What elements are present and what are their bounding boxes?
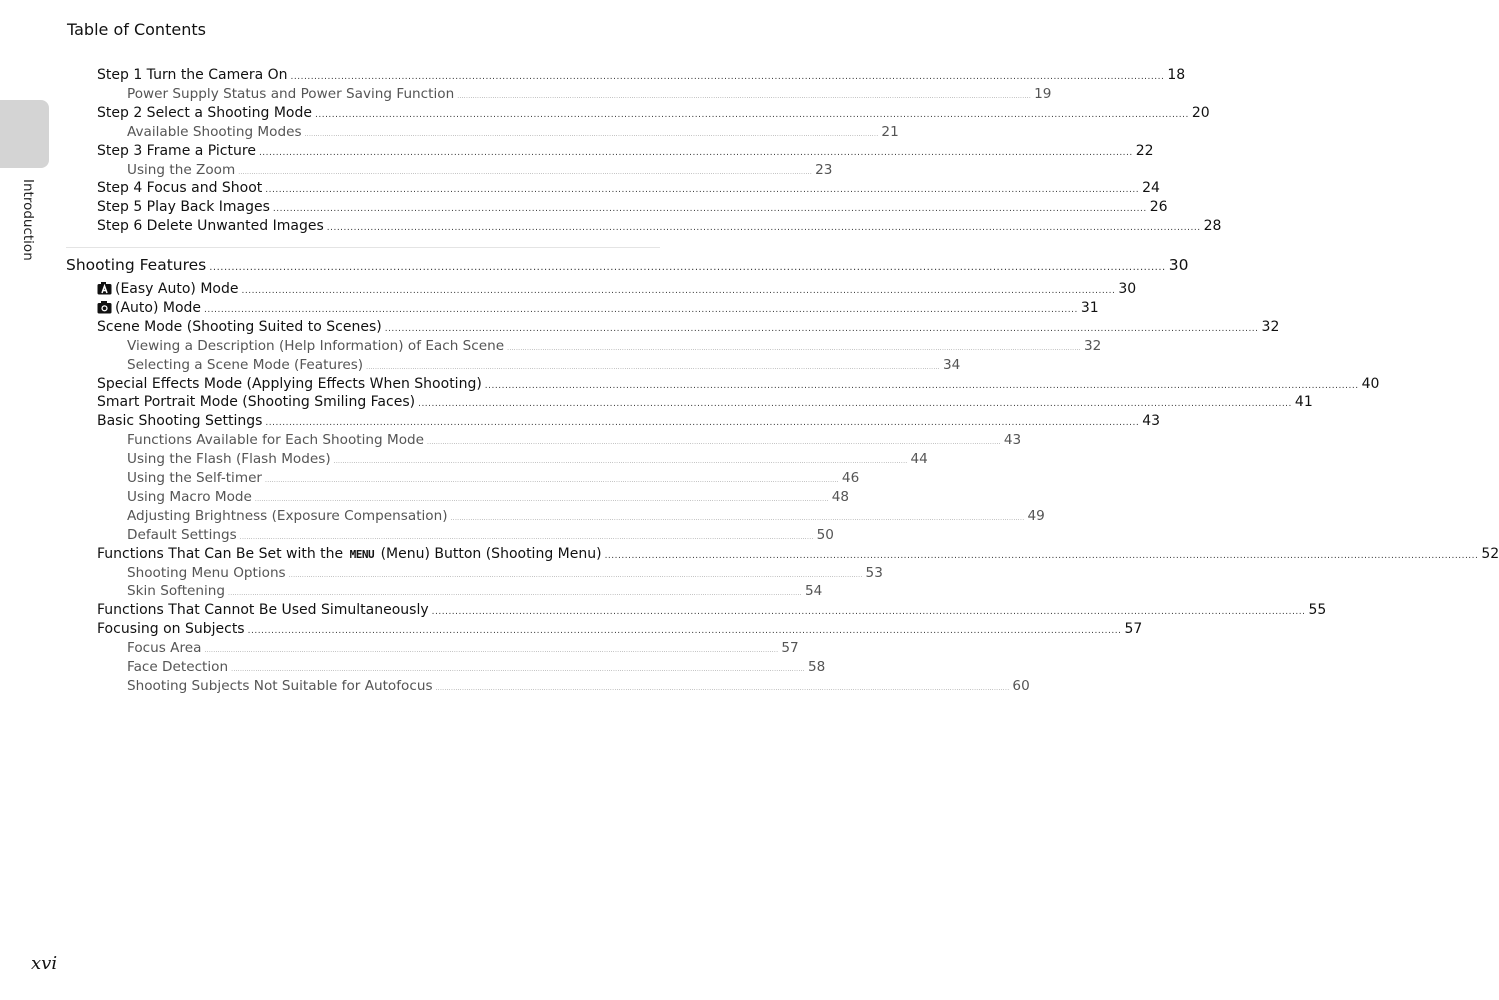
dot-leader: .................................................................................................................................................................................................................................................................... [418, 399, 1292, 410]
toc-entry-page: 20 [1191, 104, 1210, 121]
page-number: xvi [31, 953, 58, 974]
toc-section-heading[interactable] [66, 256, 1189, 274]
toc-subentry[interactable] [127, 583, 823, 600]
section-divider [66, 247, 660, 248]
toc-entry-page: 26 [1149, 199, 1168, 216]
toc-entry-title: Using the Self-timer [127, 470, 263, 486]
toc-entry-title: Default Settings [127, 526, 237, 543]
toc-entry-title: Skin Softening [127, 583, 226, 600]
toc-subentry[interactable] [127, 507, 1045, 524]
toc-entry-title: Step 4 Focus and Shoot [97, 180, 263, 197]
toc-entry-page: 49 [1027, 507, 1045, 524]
dot-leader: .................................................................................................................................................................................................................................................................... [604, 550, 1479, 561]
toc-entry-page: 43 [1003, 432, 1022, 449]
dot-leader: .................................................................................................................................................................................................................................................................... [431, 607, 1306, 618]
toc-entry-page: 57 [1124, 621, 1143, 638]
toc-entry-page: 30 [1118, 281, 1137, 297]
toc-entry[interactable] [97, 602, 1327, 619]
toc-entry-title: Using Macro Mode [127, 488, 252, 505]
toc-entry-page: 34 [943, 356, 961, 373]
toc-entry-page: 46 [841, 470, 860, 486]
dot-leader: .................................................................................................................................................................................................................................................................... [247, 626, 1122, 637]
toc-subentry[interactable] [127, 659, 826, 675]
toc-entry-page: 32 [1261, 318, 1280, 335]
toc-entry-page: 41 [1294, 394, 1313, 411]
toc-entry[interactable] [97, 299, 1099, 318]
toc-subentry[interactable] [127, 85, 1052, 102]
toc-subentry[interactable] [127, 640, 799, 657]
dot-leader: .................................................................................................................................................................................................................................................................... [326, 223, 1201, 234]
dot-leader: .................................................................................................................................................................................................................................................................... [333, 458, 908, 466]
toc-entry-title: Step 1 Turn the Camera On [97, 67, 288, 83]
dot-leader: .................................................................................................................................................................................................................................................................... [507, 344, 1082, 352]
toc-entry-page: 44 [910, 451, 928, 468]
toc-subentry[interactable] [127, 161, 833, 178]
section-tab-label: Introduction [20, 179, 36, 261]
dot-leader: .................................................................................................................................................................................................................................................................... [450, 514, 1025, 522]
toc-entry-page: 31 [1080, 299, 1099, 316]
toc-entry[interactable] [97, 621, 1143, 638]
toc-entry[interactable] [97, 375, 1380, 392]
dot-leader: .................................................................................................................................................................................................................................................................... [254, 495, 829, 503]
toc-entry-title: Viewing a Description (Help Information) of Each Scene [127, 337, 505, 354]
toc-entry-title: Step 6 Delete Unwanted Images [97, 218, 324, 235]
dot-leader: .................................................................................................................................................................................................................................................................... [238, 168, 813, 176]
toc-entry-title: Adjusting Brightness (Exposure Compensation) [127, 507, 448, 524]
toc-entry-title: Focus Area [127, 640, 202, 657]
dot-leader: .................................................................................................................................................................................................................................................................... [228, 590, 802, 598]
toc-entry-title: Focusing on Subjects [97, 621, 245, 638]
section-tab [0, 100, 49, 168]
toc-entry-page: 40 [1361, 375, 1380, 392]
toc-entry-page: 48 [831, 488, 850, 505]
menu-button-icon: MENU [349, 547, 375, 561]
toc-entry[interactable] [97, 104, 1210, 121]
dot-leader: .................................................................................................................................................................................................................................................................... [435, 684, 1010, 692]
toc-entry-page: 50 [816, 526, 834, 543]
toc-entry-page: 28 [1203, 218, 1222, 235]
toc-entry[interactable] [97, 199, 1168, 216]
toc-entry-page: 53 [865, 564, 883, 581]
toc-entry[interactable] [97, 545, 1499, 562]
toc-entry[interactable] [97, 394, 1313, 411]
toc-entry-page: 60 [1012, 677, 1030, 694]
toc-entry-title: Shooting Subjects Not Suitable for Autofocus [127, 677, 433, 694]
toc-entry[interactable] [97, 413, 1161, 430]
toc-entry-page: 32 [1084, 337, 1102, 354]
dot-leader: .................................................................................................................................................................................................................................................................... [265, 185, 1140, 196]
dot-leader: .................................................................................................................................................................................................................................................................... [258, 147, 1133, 158]
toc-entry-title: Functions Available for Each Shooting Mode [127, 432, 425, 449]
dot-leader: .................................................................................................................................................................................................................................................................... [204, 304, 1078, 315]
dot-leader: .................................................................................................................................................................................................................................................................... [239, 533, 814, 541]
toc-entry-page: 55 [1308, 602, 1327, 619]
toc-subentry[interactable] [127, 356, 961, 373]
dot-leader: .................................................................................................................................................................................................................................................................... [457, 92, 1032, 100]
toc-subentry[interactable] [127, 564, 883, 581]
toc-entry[interactable] [97, 281, 1137, 299]
toc-entry-page: 52 [1481, 545, 1499, 562]
toc-entry-title: Basic Shooting Settings [97, 413, 263, 430]
dot-leader: .................................................................................................................................................................................................................................................................... [209, 262, 1166, 273]
toc-entry-title: Power Supply Status and Power Saving Function [127, 85, 455, 102]
dot-leader: .................................................................................................................................................................................................................................................................... [290, 72, 1165, 82]
toc-entry-page: 57 [781, 640, 799, 657]
toc-entry-page: 21 [881, 123, 899, 140]
toc-entry-page: 30 [1168, 256, 1189, 274]
toc-entry-title: Smart Portrait Mode (Shooting Smiling Faces) [97, 394, 416, 411]
toc-entry-title: Step 3 Frame a Picture [97, 142, 256, 159]
dot-leader: .................................................................................................................................................................................................................................................................... [384, 323, 1259, 334]
toc-subentry[interactable] [127, 451, 928, 468]
toc-entry[interactable] [97, 318, 1280, 335]
dot-leader: .................................................................................................................................................................................................................................................................... [231, 666, 805, 673]
toc-entry-title: (Auto) Mode [115, 299, 202, 316]
toc-entry[interactable] [97, 67, 1186, 83]
dot-leader: .................................................................................................................................................................................................................................................................... [427, 439, 1001, 447]
toc-entry-page: 24 [1142, 180, 1160, 197]
dot-leader: .................................................................................................................................................................................................................................................................... [288, 571, 863, 579]
toc-subentry[interactable] [127, 677, 1030, 694]
dot-leader: .................................................................................................................................................................................................................................................................... [314, 109, 1189, 120]
toc-entry-title: Shooting Features [66, 256, 207, 274]
toc-entry-title: Special Effects Mode (Applying Effects When Shooting) [97, 375, 482, 392]
dot-leader: .................................................................................................................................................................................................................................................................... [484, 380, 1359, 391]
toc-entry[interactable] [97, 218, 1222, 235]
toc-entry-title: Face Detection [127, 659, 229, 675]
toc-entry[interactable] [97, 142, 1154, 159]
toc-subentry[interactable] [127, 488, 850, 505]
toc-subentry[interactable] [127, 123, 899, 140]
page-header: Table of Contents [67, 20, 206, 39]
toc-subentry[interactable] [127, 337, 1102, 354]
toc-entry-title: Shooting Menu Options [127, 564, 286, 581]
dot-leader: .................................................................................................................................................................................................................................................................... [204, 647, 779, 655]
toc-entry-page: 58 [808, 659, 826, 675]
toc-entry-title: Scene Mode (Shooting Suited to Scenes) [97, 318, 382, 335]
dot-leader: .................................................................................................................................................................................................................................................................... [265, 418, 1140, 429]
toc-subentry[interactable] [127, 432, 1022, 449]
dot-leader: .................................................................................................................................................................................................................................................................... [241, 286, 1116, 296]
toc-entry-title: Using the Flash (Flash Modes) [127, 451, 331, 468]
toc-subentry[interactable] [127, 470, 860, 486]
toc-entry-title: Selecting a Scene Mode (Features) [127, 356, 364, 373]
camera-icon [97, 300, 112, 318]
toc-entry-title: Functions That Cannot Be Used Simultaneously [97, 602, 429, 619]
toc-entry-page: 43 [1142, 413, 1161, 430]
toc-entry-page: 54 [804, 583, 823, 600]
toc-entry-title: (Easy Auto) Mode [115, 281, 239, 297]
easy-auto-icon [97, 281, 112, 299]
toc-entry-title: Using the Zoom [127, 161, 236, 178]
toc-entry-page: 18 [1167, 67, 1186, 83]
toc-entry-page: 22 [1135, 142, 1154, 159]
toc-entry[interactable] [97, 180, 1160, 197]
toc-subentry[interactable] [127, 526, 834, 543]
toc-entry-page: 19 [1034, 85, 1052, 102]
toc-entry-page: 23 [815, 161, 833, 178]
dot-leader: .................................................................................................................................................................................................................................................................... [272, 204, 1147, 215]
dot-leader: .................................................................................................................................................................................................................................................................... [304, 130, 879, 138]
toc-entry-title: Functions That Can Be Set with the [97, 545, 344, 562]
toc-entry-title-cont: (Menu) Button (Shooting Menu) [380, 545, 602, 562]
toc-entry-title: Step 5 Play Back Images [97, 199, 270, 216]
dot-leader: .................................................................................................................................................................................................................................................................... [265, 477, 839, 484]
dot-leader: .................................................................................................................................................................................................................................................................... [366, 363, 941, 371]
toc-entry-title: Available Shooting Modes [127, 123, 302, 140]
toc-entry-title: Step 2 Select a Shooting Mode [97, 104, 312, 121]
